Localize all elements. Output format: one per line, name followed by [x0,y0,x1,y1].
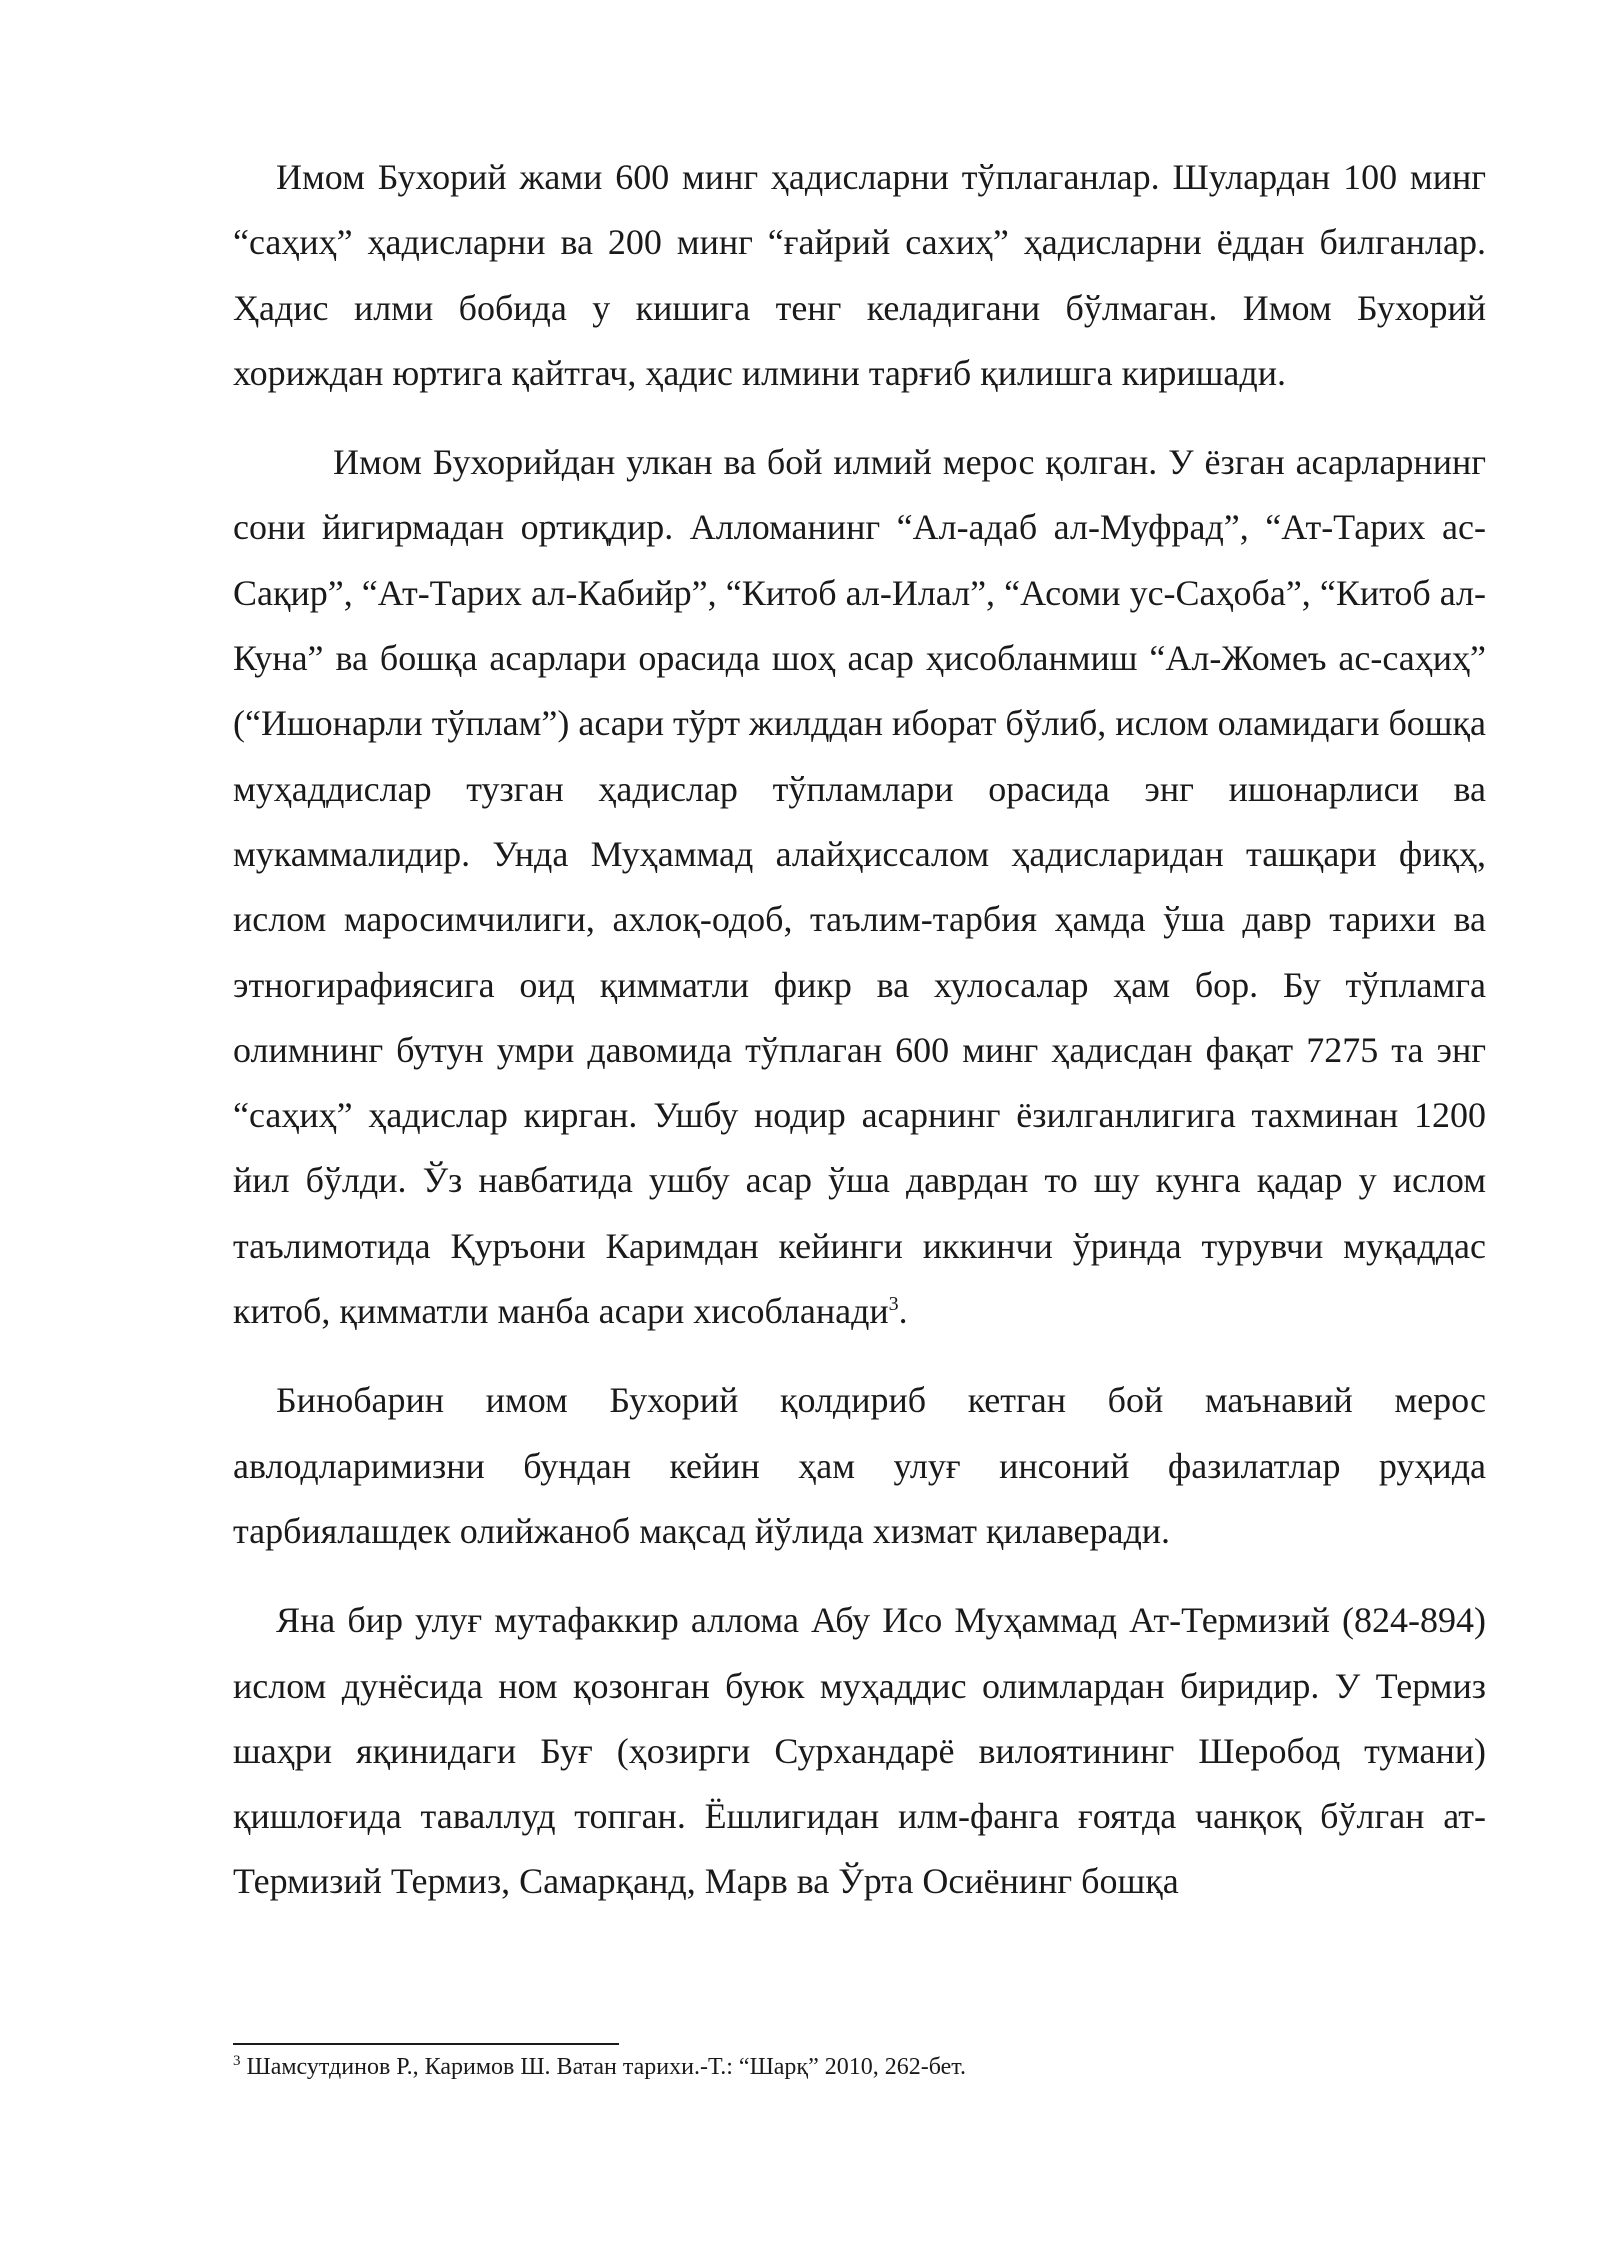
main-text [233,145,1486,1939]
paragraph-4-text: Яна бир улуғ мутафаккир аллома Абу Исо Муҳаммад Ат-Термизий (824-894) ислом дунёсида ном қозонган буюк муҳаддис олимлардан биридир. У Термиз шаҳри яқинидаги Буғ (ҳозирги Сурхандарё вилоятининг Шеробод тумани) қишлоғида таваллуд топган. Ёшлигидан илм-фанга ғоятда чанқоқ бўлган ат-Термизий Термиз, Самарқанд, Марв ва Ўрта Осиёнинг бошқа [233,1600,1486,1902]
footnote-reference[interactable]: 3 [888,1293,899,1316]
paragraph-3-text: Бинобарин имом Бухорий қолдириб кетган бой маънавий мерос авлодларимизни бундан кейин ҳам улуғ инсоний фазилатлар руҳида тарбиялашдек олийжаноб мақсад йўлида хизмат қилаверади. [233,1380,1486,1551]
paragraph-4 [233,1588,1486,1914]
footnote-number: 3 [233,2053,241,2069]
paragraph-2-text: Имом Бухорийдан улкан ва бой илмий мерос қолган. У ёзган асарларнинг сони йигирмадан ортиқдир. Алломанинг “Ал-адаб ал-Муфрад”, “Ат-Тарих ас-Сақир”, “Ат-Тарих ал-Кабийр”, “Китоб ал-Илал”, “Асоми ус-Саҳоба”, “Китоб ал-Куна” ва бошқа асарлари орасида шоҳ асар ҳисобланмиш “Ал-Жомеъ ас-саҳиҳ” (“Ишонарли тўплам”) асари тўрт жилддан иборат бўлиб, ислом оламидаги бошқа муҳаддислар тузган ҳадислар тўпламлари орасида энг ишонарлиси ва мукаммалидир. Унда Муҳаммад алайҳиссалом ҳадисларидан ташқари фиқҳ, ислом маросимчилиги, ахлоқ-одоб, таълим-тарбия ҳамда ўша давр тарихи ва этногирафиясига оид қимматли фикр ва хулосалар ҳам бор. Бу тўпламга олимнинг бутун умри давомида тўплаган 600 минг ҳадисдан фақат 7275 та энг “саҳиҳ” ҳадислар кирган. Ушбу нодир асарнинг ёзилганлигига тахминан 1200 йил бўлди. Ўз навбатида ушбу асар ўша даврдан то шу кунга қадар у ислом таълимотида Қуръони Каримдан кейинги иккинчи ўринда турувчи муқаддас китоб, қимматли манба асари хисобланади [233,442,1486,1332]
paragraph-1-text: Имом Бухорий жами 600 минг ҳадисларни тўплаганлар. Шулардан 100 минг “саҳиҳ” ҳадисларни ва 200 минг “ғайрий сахиҳ” ҳадисларни ёддан билганлар. Ҳадис илми бобида у кишига тенг келадигани бўлмаган. Имом Бухорий хориждан юртига қайтгач, ҳадис илмини тарғиб қилишга киришади. [233,157,1486,393]
footnote-text: Шамсутдинов Р., Каримов Ш. Ватан тарихи.-Т.: “Шарқ” 2010, 262-бет. [240,2054,966,2080]
footnote-separator [233,2043,619,2045]
paragraph-2 [233,430,1486,1344]
paragraph-2-tail: . [898,1291,908,1332]
footnote [233,2050,1486,2084]
paragraph-1 [233,145,1486,406]
paragraph-3 [233,1368,1486,1564]
